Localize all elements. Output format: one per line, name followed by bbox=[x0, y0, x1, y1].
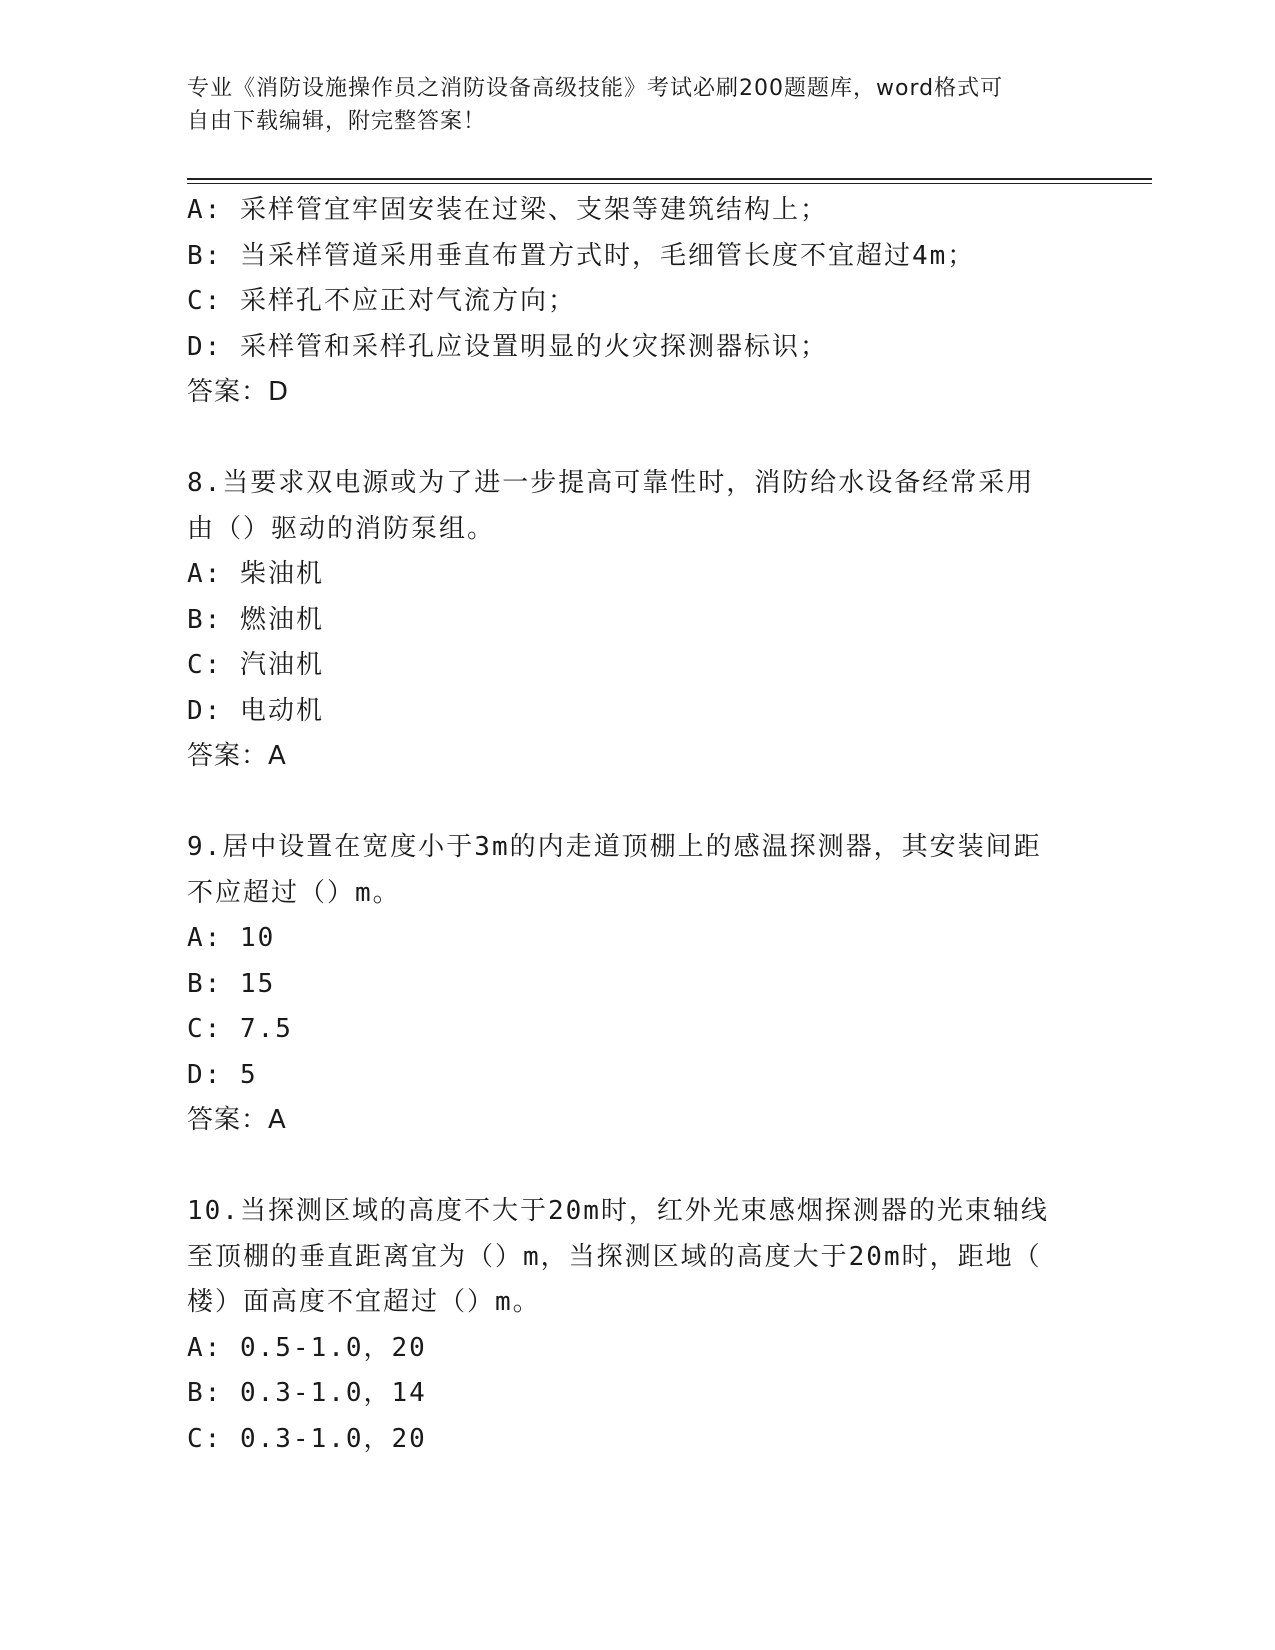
question-stem-line: 由（）驱动的消防泵组。 bbox=[187, 513, 496, 544]
header-divider-thick bbox=[187, 178, 1152, 180]
document-header bbox=[187, 72, 1067, 138]
option-a: A: 10 bbox=[187, 923, 276, 953]
question-stem-line: 至顶棚的垂直距离宜为（）m，当探测区域的高度大于20m时，距地（ bbox=[187, 1241, 1042, 1272]
option-a: A: 采样管宜牢固安装在过梁、支架等建筑结构上； bbox=[187, 195, 828, 225]
option-d: D: 电动机 bbox=[187, 695, 324, 726]
answer: 答案：A bbox=[187, 741, 287, 771]
option-a: A: 0.5-1.0，20 bbox=[187, 1332, 427, 1363]
option-b: B: 燃油机 bbox=[187, 604, 324, 635]
option-a: A: 柴油机 bbox=[187, 559, 324, 589]
header-divider-thin bbox=[187, 183, 1152, 184]
option-d: D: 5 bbox=[187, 1059, 258, 1090]
question-stem-line: 不应超过（）m。 bbox=[187, 877, 401, 908]
question-spacer bbox=[187, 780, 1087, 826]
question-9 bbox=[187, 825, 1087, 1144]
option-b: B: 0.3-1.0，14 bbox=[187, 1378, 427, 1408]
question-stem-line: 8.当要求双电源或为了进一步提高可靠性时，消防给水设备经常采用 bbox=[187, 468, 1035, 498]
answer: 答案：D bbox=[187, 377, 290, 407]
option-c: C: 采样孔不应正对气流方向； bbox=[187, 286, 576, 316]
question-stem-line: 9.居中设置在宽度小于3m的内走道顶棚上的感温探测器，其安装间距 bbox=[187, 832, 1042, 862]
question-spacer bbox=[187, 416, 1087, 462]
question-spacer bbox=[187, 1144, 1087, 1190]
header-line-2: 自由下载编辑，附完整答案！ bbox=[187, 109, 487, 134]
question-8 bbox=[187, 461, 1087, 780]
header-line-1: 专业《消防设施操作员之消防设备高级技能》考试必刷200题题库，word格式可 bbox=[187, 76, 1004, 101]
question-list bbox=[187, 188, 1087, 1462]
option-b: B: 当采样管道采用垂直布置方式时，毛细管长度不宜超过4m； bbox=[187, 240, 976, 271]
answer: 答案：A bbox=[187, 1105, 287, 1135]
option-d: D: 采样管和采样孔应设置明显的火灾探测器标识； bbox=[187, 331, 828, 362]
question-stem-line: 楼）面高度不宜超过（）m。 bbox=[187, 1287, 541, 1317]
question-10 bbox=[187, 1189, 1087, 1462]
question-stem-line: 10.当探测区域的高度不大于20m时，红外光束感烟探测器的光束轴线 bbox=[187, 1196, 1049, 1226]
option-c: C: 7.5 bbox=[187, 1014, 293, 1044]
option-b: B: 15 bbox=[187, 968, 276, 999]
option-c: C: 0.3-1.0，20 bbox=[187, 1423, 427, 1454]
question-7 bbox=[187, 188, 1087, 416]
option-c: C: 汽油机 bbox=[187, 650, 324, 680]
